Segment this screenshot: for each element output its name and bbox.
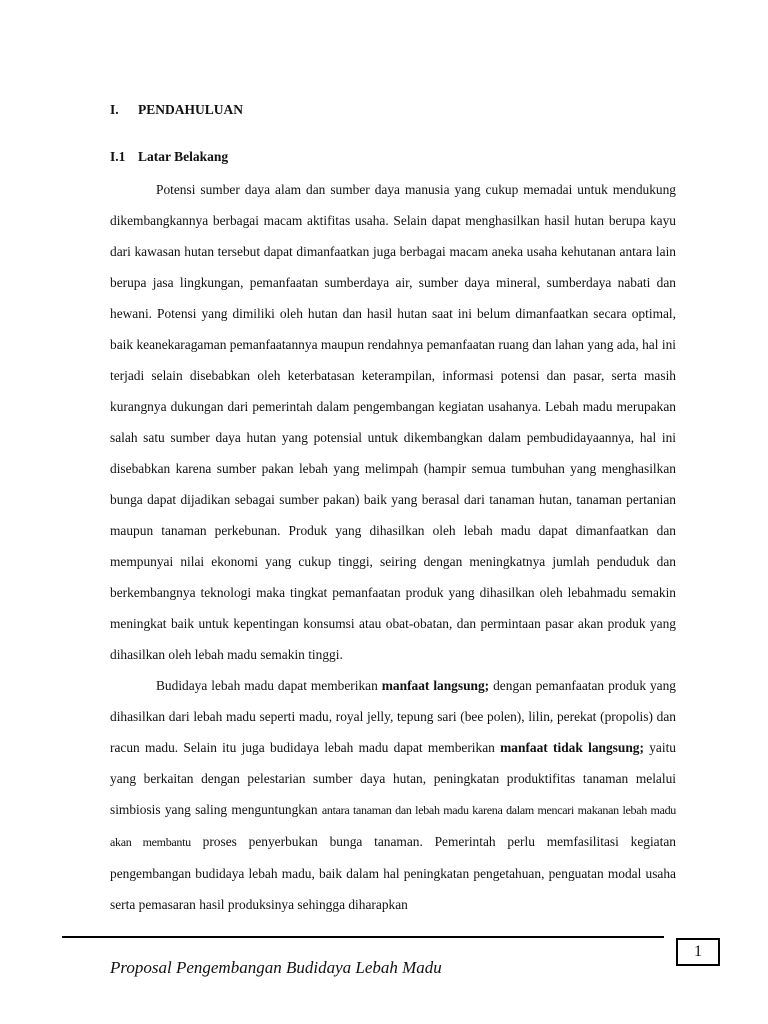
section-heading [110, 149, 228, 165]
paragraph-2 [110, 670, 676, 920]
chapter-heading [110, 102, 243, 118]
paragraph-2-small-text: antara tanaman dan lebah madu karena dalam mencari makanan lebah madu akan membantu [110, 803, 676, 849]
section-title: Latar Belakang [138, 149, 229, 164]
footer-title: Proposal Pengembangan Budidaya Lebah Madu [110, 958, 442, 977]
paragraph-2-text-4: proses penyerbukan bunga tanaman. Pemerintah perlu memfasilitasi kegiatan pengembangan budidaya lebah madu, baik dalam hal peningkatan pengetahuan, penguatan modal usaha serta pemasaran hasil produksinya sehingga diharapkan [110, 834, 676, 912]
paragraph-2-text-2: dengan pemanfaatan produk yang dihasilkan dari lebah madu seperti madu, royal jelly, tepung sari (bee polen), lilin, perekat (propolis) dan racun madu. Selain itu juga budidaya lebah madu dapat memberikan [110, 678, 676, 755]
chapter-title: PENDAHULUAN [138, 102, 244, 117]
chapter-number: I. [110, 102, 119, 117]
paragraph-2-text-3: yaitu yang berkaitan dengan pelestarian sumber daya hutan, peningkatan produktifitas tanaman melalui simbiosis yang saling menguntungkan [110, 740, 677, 817]
paragraph-1: Potensi sumber daya alam dan sumber daya manusia yang cukup memadai untuk mendukung dikembangkannya berbagai macam aktifitas usaha. Selain dapat menghasilkan hasil hutan berupa kayu dari kawasan hutan tersebut dapat dimanfaatkan juga berbagai macam aneka usaha kehutanan antara lain berupa jasa lingkungan, pemanfaatan sumberdaya air, sumber daya mineral, sumberdaya nabati dan hewani. Potensi yang dimiliki oleh hutan dan hasil hutan saat ini belum dimanfaatkan secara optimal, baik keanekaragaman pemanfaatannya maupun rendahnya pemanfaatan ruang dan lahan yang ada, hal ini terjadi selain disebabkan oleh keterbatasan keterampilan, informasi potensi dan pasar, serta masih kurangnya dukungan dari pemerintah dalam pengembangan kegiatan usahanya. Lebah madu merupakan salah satu sumber daya hutan yang potensial untuk dikembangkan dalam pembudidayaannya, hal ini disebabkan karena sumber pakan lebah yang melimpah (hampir semua tumbuhan yang menghasilkan bunga dapat dijadikan sebagai sumber pakan) baik yang berasal dari tanaman hutan, tanaman pertanian maupun tanaman perkebunan. Produk yang dihasilkan oleh lebah madu dapat dimanfaatkan dan mempunyai nilai ekonomi yang cukup tinggi, seiring dengan meningkatnya jumlah penduduk dan berkembangnya teknologi maka tingkat pemanfaatan produk yang dihasilkan oleh lebahmadu semakin meningkat baik untuk kepentingan konsumsi atau obat-obatan, dan permintaan pasar akan produk yang dihasilkan oleh lebah madu semakin tinggi. [110, 182, 676, 662]
footer-rule [62, 936, 664, 938]
paragraph-2-bold-2: manfaat tidak langsung; [500, 740, 644, 755]
body-text [110, 174, 676, 920]
section-number: I.1 [110, 149, 126, 164]
page-number: 1 [676, 938, 720, 966]
paragraph-2-bold-1: manfaat langsung; [381, 678, 490, 693]
paragraph-2-text-1: Budidaya lebah madu dapat memberikan [156, 678, 382, 693]
